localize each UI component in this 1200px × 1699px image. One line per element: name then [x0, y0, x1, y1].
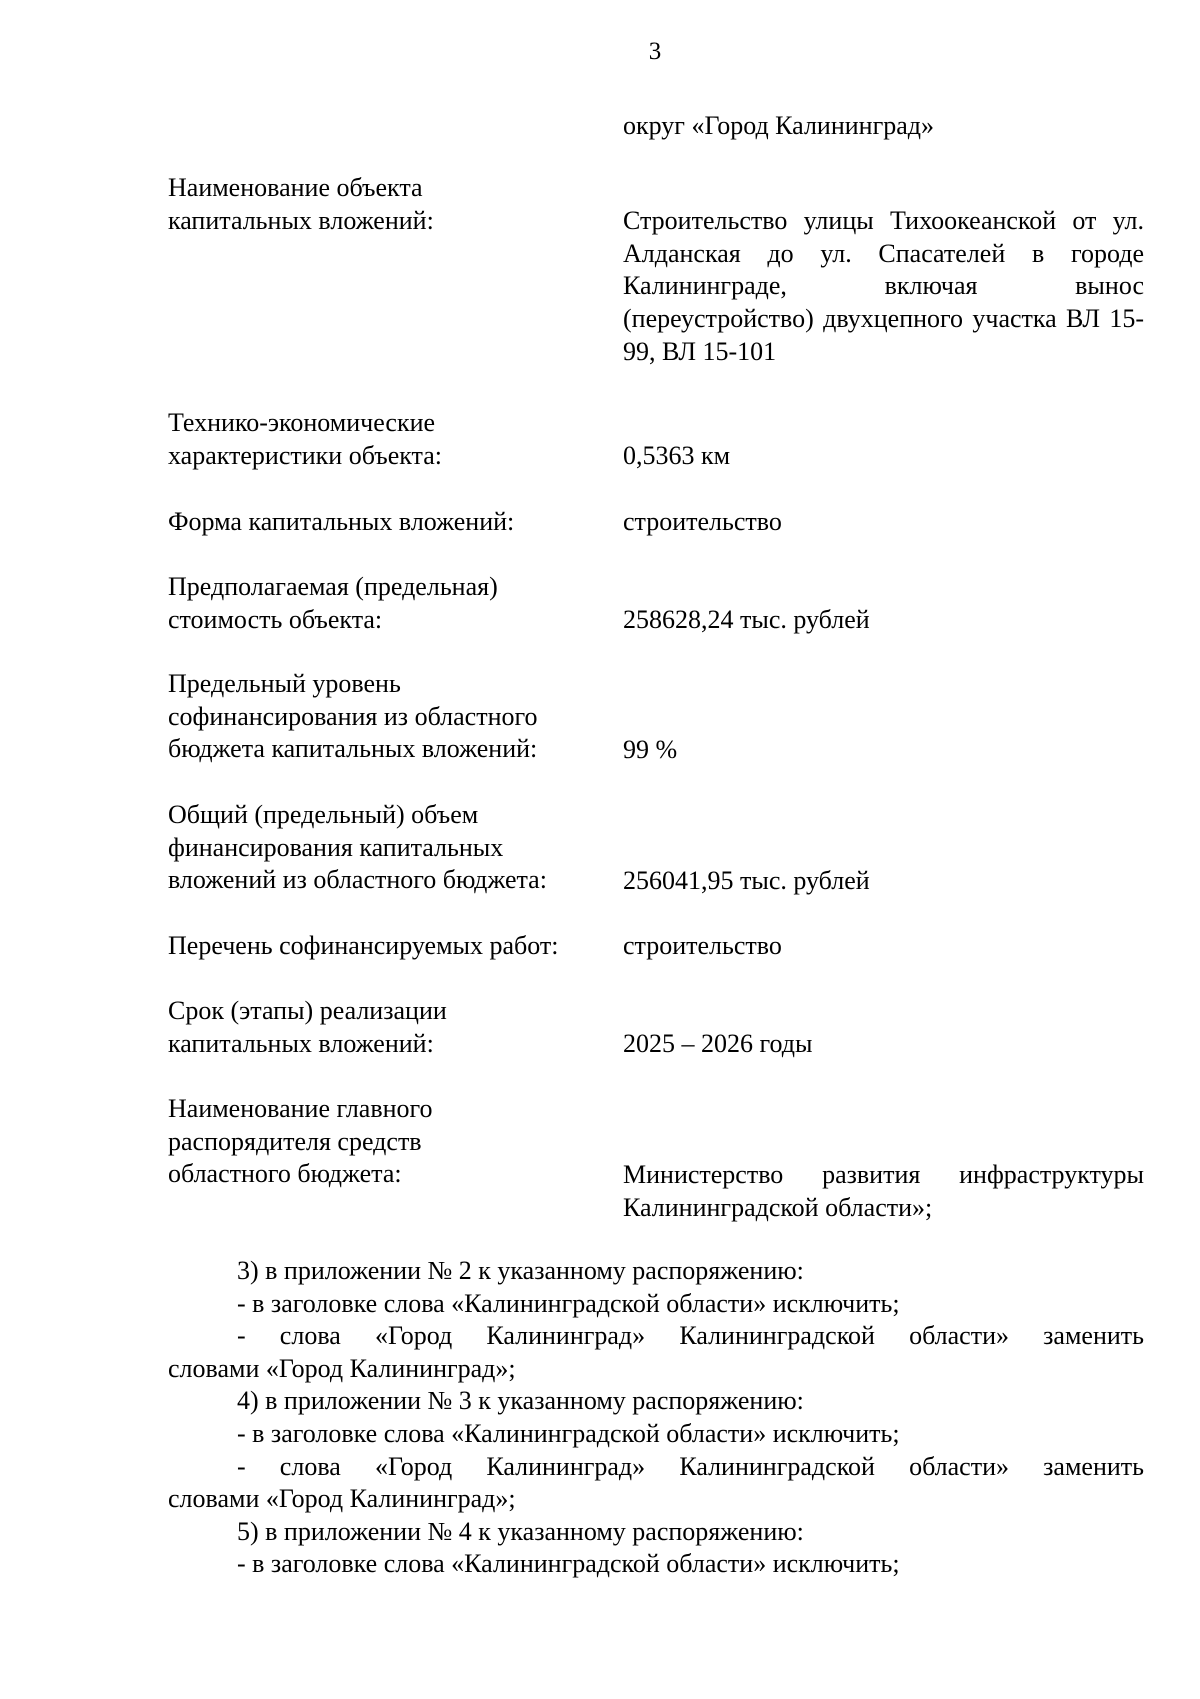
page-number: 3	[648, 38, 662, 65]
field-label: Форма капитальных вложений:	[168, 507, 515, 536]
field-value: строительство	[623, 931, 782, 960]
field-label: Общий (предельный) объем финансирования капитальных вложений из областного бюджета:	[168, 800, 547, 895]
field-label: Предельный уровень софинансирования из областного бюджета капитальных вложений:	[168, 669, 538, 764]
field-label: Предполагаемая (предельная) стоимость объекта:	[168, 572, 498, 634]
field-value: строительство	[623, 507, 782, 536]
amendment-line: 4) в приложении № 3 к указанному распоряжению:	[237, 1386, 804, 1416]
amendment-line: - слова «Город Калининград» Калининградской области» заменить	[237, 1451, 1144, 1481]
field-value: 2025 – 2026 годы	[623, 1029, 813, 1058]
field-value: Строительство улицы Тихоокеанской от ул. Алданская до ул. Спасателей в городе Калининграде, включая вынос (переустройство) двухцепного участка ВЛ 15-99, ВЛ 15-101	[623, 206, 1144, 366]
amendment-line: словами «Город Калининград»;	[168, 1484, 516, 1514]
amendments-list	[168, 1255, 1144, 1581]
field-label: Наименование объекта капитальных вложений:	[168, 173, 434, 235]
amendment-line: - слова «Город Калининград» Калининградской области» заменить	[237, 1321, 1144, 1351]
amendment-line: - в заголовке слова «Калининградской области» исключить;	[237, 1549, 900, 1579]
field-value: Министерство развития инфраструктуры Калининградской области»;	[623, 1160, 1144, 1222]
amendment-line: словами «Город Калининград»;	[168, 1353, 516, 1383]
field-value: 258628,24 тыс. рублей	[623, 605, 870, 634]
field-label: Перечень софинансируемых работ:	[168, 931, 559, 960]
field-value: 0,5363 км	[623, 441, 731, 470]
field-label: Наименование главного распорядителя средств областного бюджета:	[168, 1094, 433, 1189]
field-value: 256041,95 тыс. рублей	[623, 866, 870, 895]
field-label: Технико-экономические характеристики объекта:	[168, 408, 443, 470]
amendment-line: 3) в приложении № 2 к указанному распоряжению:	[237, 1256, 804, 1285]
amendment-line: 5) в приложении № 4 к указанному распоряжению:	[237, 1516, 804, 1546]
amendment-line: - в заголовке слова «Калининградской области» исключить;	[237, 1418, 900, 1448]
field-value: 99 %	[623, 735, 678, 764]
amendment-line: - в заголовке слова «Калининградской области» исключить;	[237, 1288, 900, 1318]
field-value: округ «Город Калининград»	[623, 111, 935, 140]
field-label: Срок (этапы) реализации капитальных вложений:	[168, 996, 447, 1058]
